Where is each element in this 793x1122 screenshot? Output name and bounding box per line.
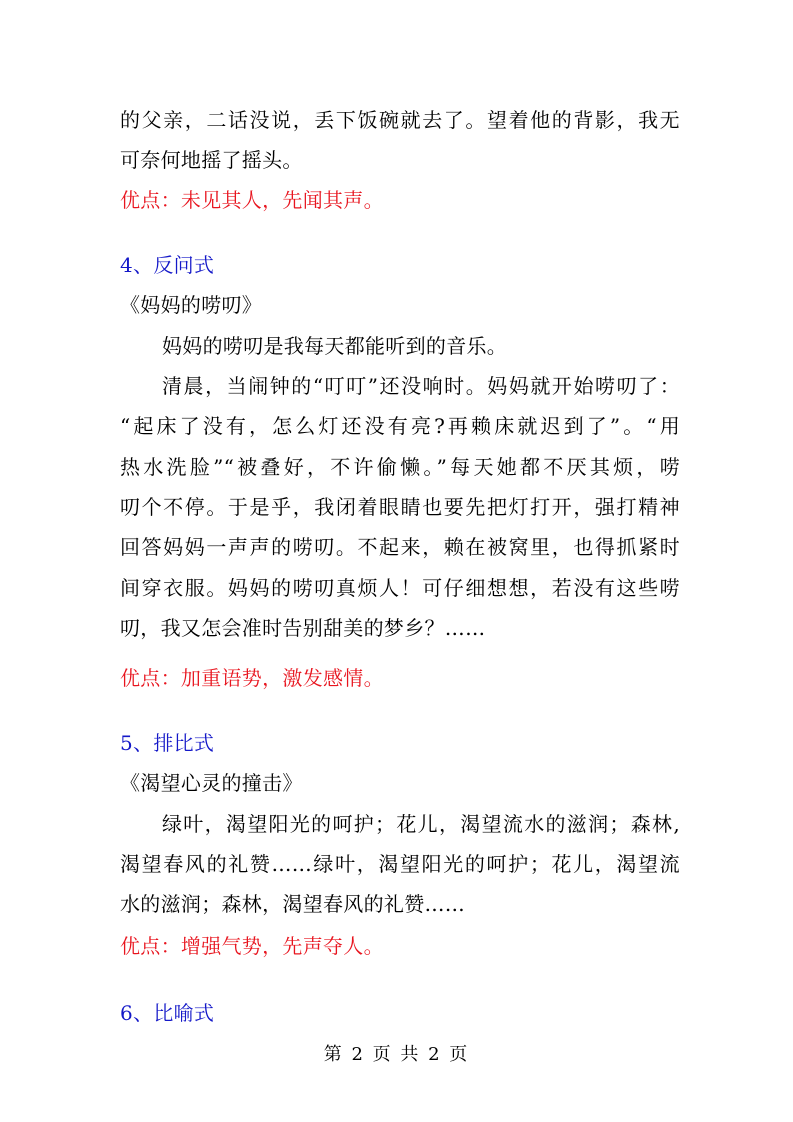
text-line: 妈妈的唠叨是我每天都能听到的音乐。 <box>162 334 508 358</box>
text-line: 水的滋润；森林，渴望春风的礼赞…… <box>120 892 466 916</box>
text-line: 的父亲，二话没说，丢下饭碗就去了。望着他的背影，我无 <box>120 108 680 132</box>
text-line: 间穿衣服。妈妈的唠叨真烦人！可仔细想想，若没有这些唠 <box>120 576 680 600</box>
text-line: 回答妈妈一声声的唠叨。不起来，赖在被窝里，也得抓紧时 <box>120 535 680 559</box>
essay-title: 《渴望心灵的撞击》 <box>120 771 303 795</box>
text-line: 热水洗脸”“被叠好，不许偷懒。”每天她都不厌其烦，唠 <box>120 455 680 479</box>
advantage-note: 优点：未见其人，先闻其声。 <box>120 188 384 212</box>
text-line: “起床了没有，怎么灯还没有亮?再赖床就迟到了”。“用 <box>120 414 680 438</box>
advantage-note: 优点：加重语势，激发感情。 <box>120 666 384 690</box>
text-line: 渴望春风的礼赞……绿叶，渴望阳光的呵护；花儿，渴望流 <box>120 852 680 876</box>
section-heading: 5、排比式 <box>120 731 215 755</box>
text-line: 叨个不停。于是乎，我闭着眼睛也要先把灯打开，强打精神 <box>120 495 680 519</box>
text-line: 叨，我又怎会准时告别甜美的梦乡？…… <box>120 616 486 640</box>
advantage-note: 优点：增强气势，先声夺人。 <box>120 934 384 958</box>
section-heading: 6、比喻式 <box>120 1001 215 1025</box>
essay-title: 《妈妈的唠叨》 <box>120 293 263 317</box>
section-heading: 4、反问式 <box>120 253 215 277</box>
text-line: 清晨，当闹钟的“叮叮”还没响时。妈妈就开始唠叨了： <box>162 374 680 398</box>
text-line: 可奈何地摇了摇头。 <box>120 148 303 172</box>
text-line: 绿叶，渴望阳光的呵护；花儿，渴望流水的滋润；森林, <box>162 812 680 836</box>
page-footer: 第 2 页 共 2 页 <box>323 1044 470 1065</box>
